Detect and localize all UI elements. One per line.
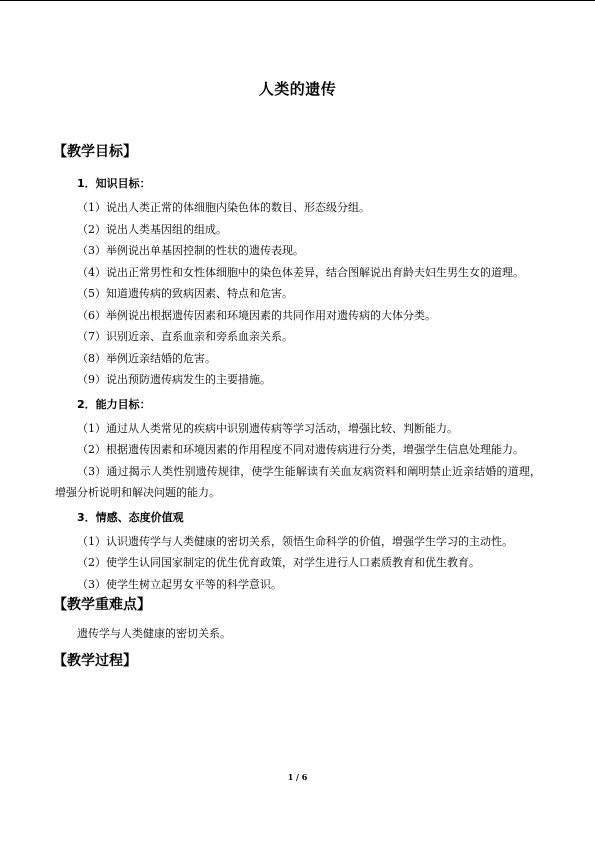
- knowledge-goal-item: （2）说出人类基因组的组成。: [77, 222, 227, 236]
- document-title: 人类的遗传: [258, 80, 337, 98]
- knowledge-goal-item: （9）说出预防遗传病发生的主要措施。: [77, 373, 271, 386]
- attitude-goal-item: （3）使学生树立起男女平等的科学意识。: [77, 577, 282, 591]
- subheading-attitude-goals: 3．情感、态度价值观: [77, 510, 184, 524]
- knowledge-goal-item: （8）举例近亲结婚的危害。: [77, 351, 216, 365]
- section-heading-objectives: 【教学目标】: [53, 144, 137, 160]
- subheading-ability-goals: 2．能力目标：: [77, 397, 151, 411]
- page-number: 1 / 6: [287, 772, 308, 782]
- ability-goal-item: （3）通过揭示人类性别遗传规律，使学生能解读有关血友病资料和阐明禁止近亲结婚的道理，增强分析说明和解决问题的能力。: [55, 464, 541, 499]
- section-heading-key-points: 【教学重难点】: [53, 597, 151, 613]
- knowledge-goal-item: （3）举例说出单基因控制的性状的遗传表现。: [77, 244, 304, 257]
- knowledge-goal-item: （5）知道遗传病的致病因素、特点和危害。: [77, 287, 293, 300]
- key-points-text: 遗传学与人类健康的密切关系。: [77, 627, 231, 640]
- attitude-goal-item: （2）使学生认同国家制定的优生优育政策，对学生进行人口素质教育和优生教育。: [77, 556, 480, 569]
- header-rule: [0, 0, 595, 1]
- document-body: [55, 142, 541, 671]
- section-heading-process: 【教学过程】: [53, 652, 137, 669]
- knowledge-goal-item: （7）识别近亲、直系血亲和旁系血亲关系。: [77, 330, 293, 343]
- knowledge-goal-item: （6）举例说出根据遗传因素和环境因素的共同作用对遗传病的大体分类。: [77, 308, 436, 322]
- subheading-knowledge-goals: 1．知识目标：: [77, 177, 151, 190]
- knowledge-goal-item: （1）说出人类正常的体细胞内染色体的数目、形态级分组。: [77, 201, 370, 214]
- ability-goal-item: （2）根据遗传因素和环境因素的作用程度不同对遗传病进行分类，增强学生信息处理能力。: [77, 443, 524, 456]
- ability-goal-item: （1）通过从人类常见的疾病中识别遗传病等学习活动，增强比较、判断能力。: [77, 421, 458, 435]
- knowledge-goal-item: （4）说出正常男性和女性体细胞中的染色体差异，结合图解说出育龄夫妇生男生女的道理。: [77, 265, 524, 279]
- attitude-goal-item: （1）认识遗传学与人类健康的密切关系，领悟生命科学的价值，增强学生学习的主动性。: [77, 534, 513, 548]
